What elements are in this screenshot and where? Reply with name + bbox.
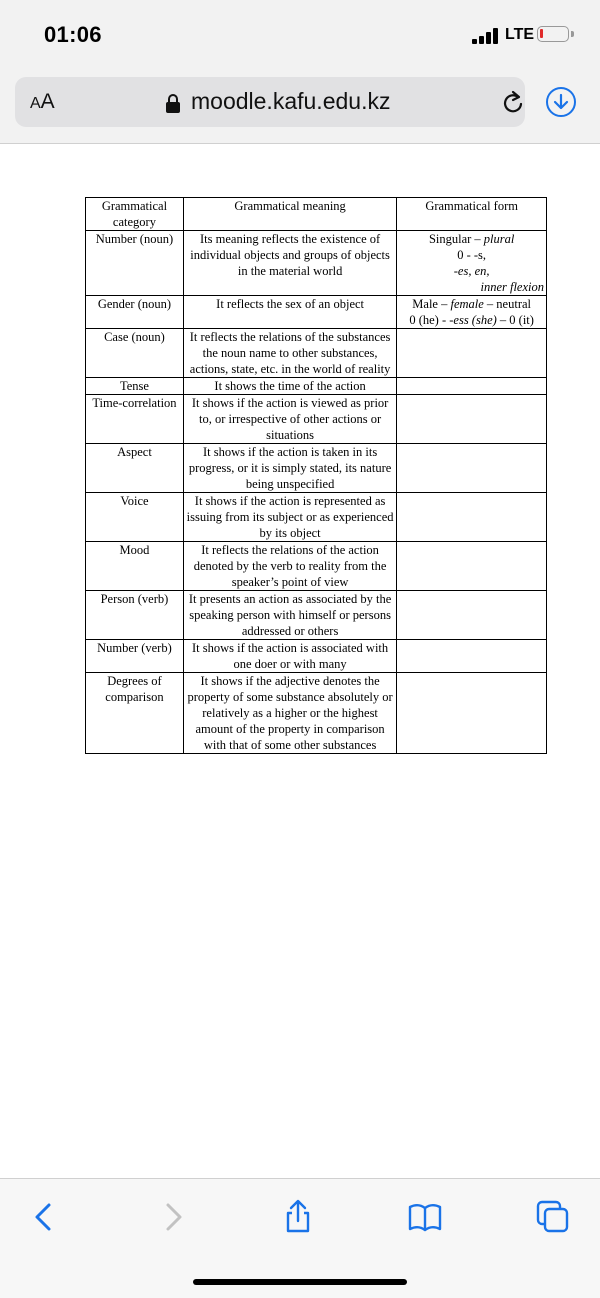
- form-cell: [397, 673, 547, 754]
- battery-icon: [537, 26, 569, 42]
- meaning-cell: It shows if the action is represented as issuing from its subject or as experienced by its object: [183, 493, 396, 542]
- form-cell: [397, 640, 547, 673]
- home-indicator[interactable]: [193, 1279, 407, 1285]
- battery-cap: [571, 31, 574, 37]
- meaning-cell: It shows if the adjective denotes the property of some substance absolutely or relatively as a higher or the highest amount of the property in comparison with that of some other substances: [183, 673, 396, 754]
- meaning-cell: It reflects the relations of the substances the noun name to other substances, actions, state, etc. in the world of reality: [183, 329, 396, 378]
- header-cell: Grammatical meaning: [183, 198, 396, 231]
- status-bar: [0, 0, 600, 70]
- form-cell: Male – female – neutral 0 (he) - -ess (she) – 0 (it): [397, 296, 547, 329]
- table-row: [86, 296, 547, 329]
- category-cell: Aspect: [86, 444, 184, 493]
- form-cell: [397, 395, 547, 444]
- category-cell: Time-correlation: [86, 395, 184, 444]
- meaning-cell: It reflects the sex of an object: [183, 296, 396, 329]
- text-size-button[interactable]: AA: [30, 90, 55, 113]
- status-time: 01:06: [44, 22, 102, 47]
- reload-icon[interactable]: [499, 89, 527, 117]
- category-cell: Gender (noun): [86, 296, 184, 329]
- category-cell: Number (noun): [86, 231, 184, 296]
- meaning-cell: It reflects the relations of the action denoted by the verb to reality from the speaker’s point of view: [183, 542, 396, 591]
- table-row: [86, 395, 547, 444]
- meaning-cell: It shows the time of the action: [183, 378, 396, 395]
- meaning-cell: It shows if the action is associated with one doer or with many: [183, 640, 396, 673]
- header-cell: Grammatical form: [397, 198, 547, 231]
- category-cell: Voice: [86, 493, 184, 542]
- category-cell: Degrees of comparison: [86, 673, 184, 754]
- form-cell: [397, 329, 547, 378]
- header-cell: Grammatical category: [86, 198, 184, 231]
- table-row: [86, 542, 547, 591]
- grammar-table: [85, 197, 547, 754]
- meaning-cell: It shows if the action is viewed as prior to, or irrespective of other actions or situations: [183, 395, 396, 444]
- category-cell: Mood: [86, 542, 184, 591]
- address-bar[interactable]: [15, 77, 525, 127]
- category-cell: Person (verb): [86, 591, 184, 640]
- tabs-icon[interactable]: [535, 1199, 571, 1235]
- meaning-cell: It shows if the action is taken in its progress, or it is simply stated, its nature being unspecified: [183, 444, 396, 493]
- form-cell: [397, 542, 547, 591]
- table-row: [86, 673, 547, 754]
- table-row: [86, 444, 547, 493]
- form-cell: [397, 444, 547, 493]
- table-row: [86, 493, 547, 542]
- form-cell: [397, 591, 547, 640]
- url-text[interactable]: moodle.kafu.edu.kz: [191, 88, 391, 114]
- category-cell: Number (verb): [86, 640, 184, 673]
- meaning-cell: Its meaning reflects the existence of individual objects and groups of objects in the material world: [183, 231, 396, 296]
- table-row: [86, 378, 547, 395]
- table-row: [86, 640, 547, 673]
- table-row: [86, 329, 547, 378]
- forward-chevron-icon[interactable]: [155, 1199, 191, 1235]
- meaning-cell: It presents an action as associated by the speaking person with himself or persons addressed or others: [183, 591, 396, 640]
- browser-header: [0, 70, 600, 144]
- form-cell: Singular – plural 0 - -s, -es, en, inner flexion: [397, 231, 547, 296]
- share-icon[interactable]: [280, 1199, 316, 1235]
- network-label: LTE: [505, 26, 535, 43]
- bookmarks-book-icon[interactable]: [407, 1199, 443, 1235]
- back-chevron-icon[interactable]: [26, 1199, 62, 1235]
- category-cell: Tense: [86, 378, 184, 395]
- document-view[interactable]: [0, 144, 600, 1179]
- signal-icon: [472, 28, 500, 44]
- form-cell: [397, 493, 547, 542]
- table-row: [86, 231, 547, 296]
- lock-icon: [165, 93, 181, 113]
- bottom-toolbar: [0, 1178, 600, 1298]
- table-header-row: [86, 198, 547, 231]
- category-cell: Case (noun): [86, 329, 184, 378]
- table-row: [86, 591, 547, 640]
- download-icon[interactable]: [545, 86, 577, 118]
- form-cell: [397, 378, 547, 395]
